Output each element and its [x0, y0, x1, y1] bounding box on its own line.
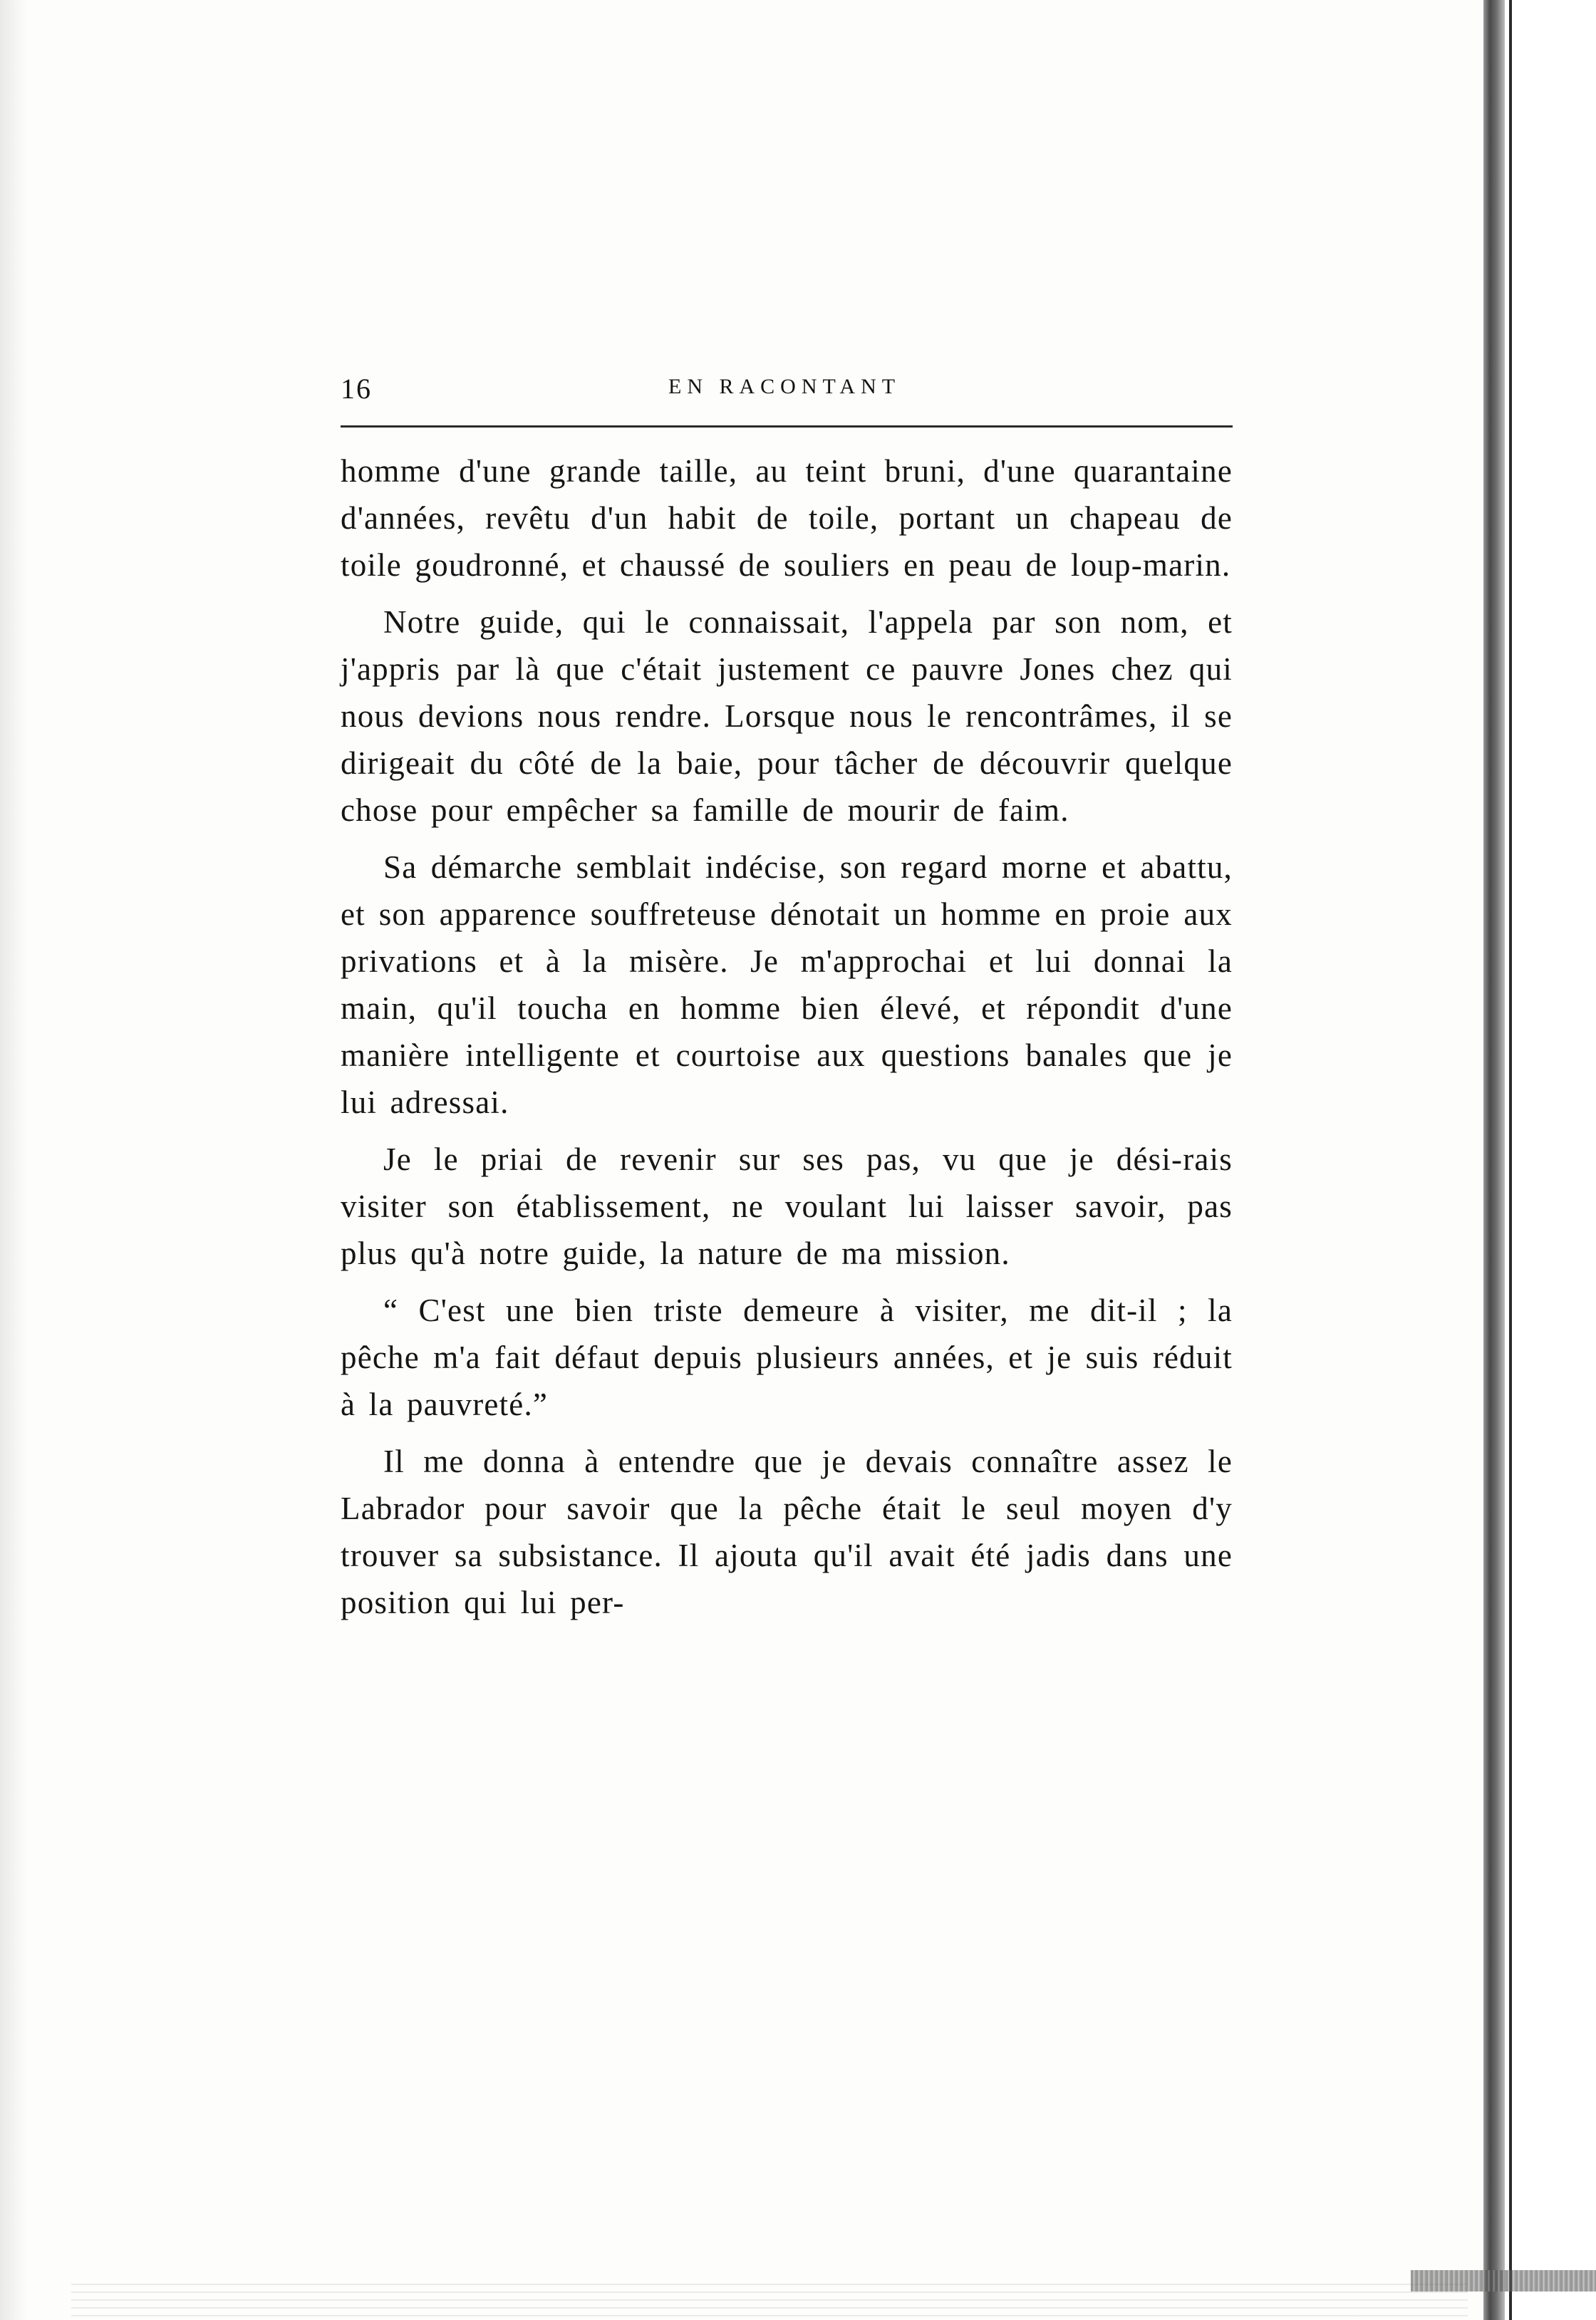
running-head: EN RACONTANT [668, 375, 901, 398]
body-text [341, 447, 1233, 1636]
binding-area [1489, 0, 1596, 2320]
page-header [341, 372, 1233, 415]
page-number: 16 [341, 373, 372, 405]
paragraph-2: Notre guide, qui le connaissait, l'appela par son nom, et j'appris par là que c'était justement ce pauvre Jones chez qui nous devions nous rendre. Lorsque nous le rencontrâmes, il se dirigeait du côté de la baie, pour tâcher de découvrir quelque chose pour empêcher sa famille de mourir de faim. [341, 604, 1233, 828]
paragraph-3: Sa démarche semblait indécise, son regard morne et abattu, et son apparence souffreteuse dénotait un homme en proie aux privations et à la misère. Je m'approchai et lui donnai la main, qu'il toucha en homme bien élevé, et répondit d'une manière intelligente et courtoise aux questions banales que je lui adressai. [341, 849, 1233, 1120]
page-left-margin-shadow [0, 0, 28, 2320]
binding-spine [1483, 0, 1505, 2320]
paragraph-5: “ C'est une bien triste demeure à visiter, me dit-il ; la pêche m'a fait défaut depuis plusieurs années, et je suis réduit à la pauvreté.” [341, 1293, 1233, 1422]
paragraph-6: Il me donna à entendre que je devais connaître assez le Labrador pour savoir que la pêche était le seul moyen d'y trouver sa subsistance. Il ajouta qu'il avait été jadis dans une position qui lui per- [341, 1444, 1233, 1620]
paragraph-1: homme d'une grande taille, au teint bruni, d'une quarantaine d'années, revêtu d'un habit de toile, portant un chapeau de toile goudronné, et chaussé de souliers en peau de loup-marin. [341, 453, 1233, 583]
paragraph-4: Je le priai de revenir sur ses pas, vu que je dési-rais visiter son établissement, ne voulant lui laisser savoir, pas plus qu'à notre guide, la nature de ma mission. [341, 1141, 1233, 1271]
page-stack-edge [71, 2277, 1468, 2320]
binding-edge-line [1509, 0, 1512, 2320]
binding-bottom-texture [1411, 2270, 1596, 2291]
header-rule [341, 425, 1233, 428]
